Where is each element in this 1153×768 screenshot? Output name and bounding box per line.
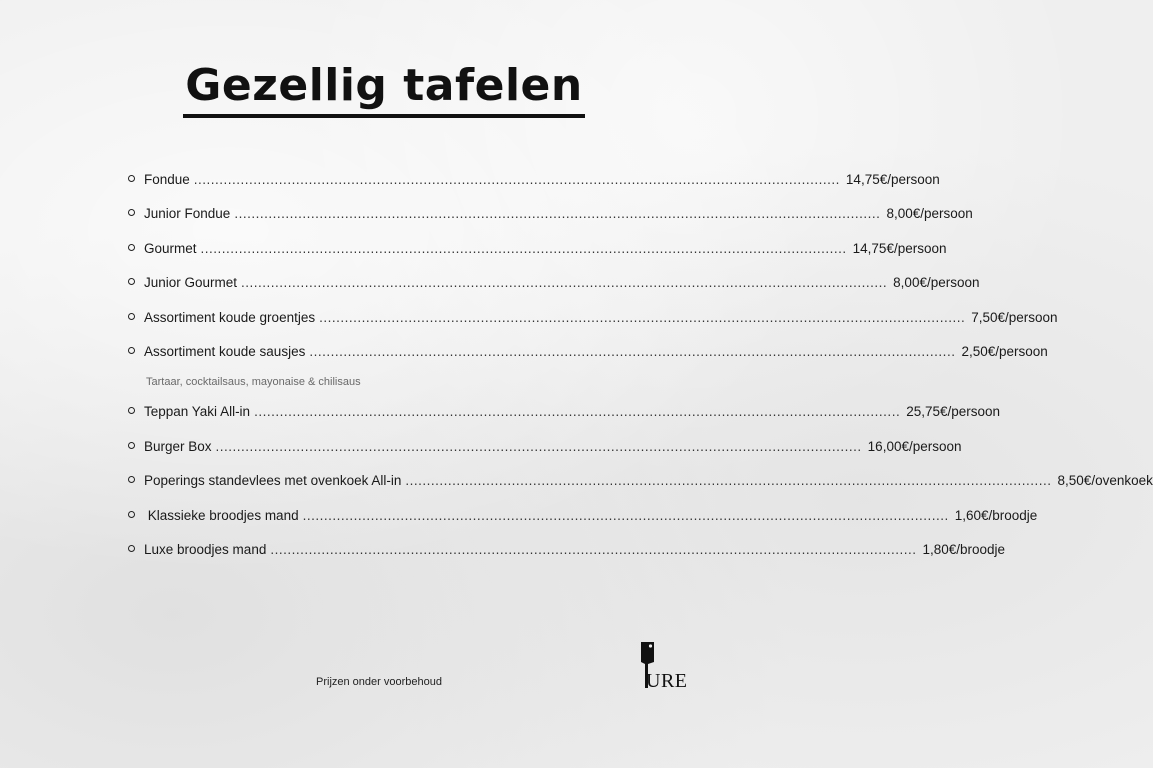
menu-item-price: 8,00€/persoon	[893, 275, 980, 291]
menu-item-name: Gourmet	[144, 240, 197, 256]
menu-list	[128, 168, 1153, 572]
bullet-icon	[128, 209, 135, 216]
dot-leader: ........................................................................................................................................................	[405, 473, 1052, 489]
menu-item-price: 2,50€/persoon	[961, 343, 1048, 359]
menu-item-name: Burger Box	[144, 438, 212, 454]
menu-item-koude-sausjes	[128, 340, 1048, 374]
menu-item-junior-gourmet	[128, 271, 980, 305]
page-title-text: Gezellig tafelen	[183, 58, 584, 118]
menu-item-price: 1,60€/broodje	[954, 507, 1038, 523]
dot-leader: ........................................................................................................................................................	[302, 507, 949, 523]
bullet-icon	[128, 442, 135, 449]
logo-text: URE	[646, 670, 688, 692]
menu-item-name: Junior Gourmet	[144, 275, 238, 291]
menu-item-price: 8,00€/persoon	[886, 206, 973, 222]
menu-item-price: 14,75€/persoon	[852, 240, 947, 256]
bullet-icon	[128, 545, 135, 552]
sauce-note: Tartaar, cocktailsaus, mayonaise & chilisaus	[146, 376, 361, 389]
dot-leader: ........................................................................................................................................................	[309, 343, 956, 359]
menu-item-name: Junior Fondue	[144, 206, 231, 222]
brand-logo	[636, 640, 700, 690]
bullet-icon	[128, 476, 135, 483]
menu-item-burger-box	[128, 435, 962, 469]
menu-item-koude-groentjes	[128, 306, 1058, 340]
menu-item-name: Luxe broodjes mand	[144, 541, 267, 557]
menu-item-price: 25,75€/persoon	[906, 404, 1001, 420]
bullet-icon	[128, 313, 135, 320]
bullet-icon	[128, 407, 135, 414]
menu-item-name: Klassieke broodjes mand	[144, 507, 299, 523]
menu-item-junior-fondue	[128, 202, 973, 236]
dot-leader: ........................................................................................................................................................	[193, 172, 840, 187]
bullet-icon	[128, 347, 135, 354]
bullet-icon	[128, 175, 135, 182]
dot-leader: ........................................................................................................................................................	[215, 438, 862, 454]
bullet-icon	[128, 244, 135, 251]
menu-item-price: 7,50€/persoon	[971, 309, 1058, 325]
menu-item-price: 14,75€/persoon	[845, 172, 940, 187]
menu-item-standevlees	[128, 469, 1153, 503]
menu-item-luxe-broodjes	[128, 538, 1006, 572]
menu-item-teppan-yaki	[128, 400, 1001, 434]
menu-item-name: Teppan Yaki All-in	[144, 404, 251, 420]
bullet-icon	[128, 511, 135, 518]
page-title	[0, 58, 768, 118]
menu-item-name: Assortiment koude groentjes	[144, 309, 316, 325]
dot-leader: ........................................................................................................................................................	[241, 275, 888, 291]
dot-leader: ........................................................................................................................................................	[319, 309, 966, 325]
dot-leader: ........................................................................................................................................................	[200, 240, 847, 256]
menu-item-price: 16,00€/persoon	[867, 438, 962, 454]
bullet-icon	[128, 278, 135, 285]
menu-item-name: Assortiment koude sausjes	[144, 343, 306, 359]
dot-leader: ........................................................................................................................................................	[270, 541, 917, 557]
menu-item-gourmet	[128, 237, 947, 271]
menu-item-fondue	[128, 168, 940, 202]
disclaimer-text: Prijzen onder voorbehoud	[316, 676, 442, 688]
menu-item-price: 8,50€/ovenkoek	[1057, 473, 1153, 489]
menu-item-klassieke-broodjes	[128, 504, 1038, 538]
menu-item-name: Fondue	[144, 172, 190, 187]
dot-leader: ........................................................................................................................................................	[254, 404, 901, 420]
menu-item-price: 1,80€/broodje	[922, 541, 1006, 557]
dot-leader: ........................................................................................................................................................	[234, 206, 881, 222]
menu-item-name: Poperings standevlees met ovenkoek All-in	[144, 473, 402, 489]
